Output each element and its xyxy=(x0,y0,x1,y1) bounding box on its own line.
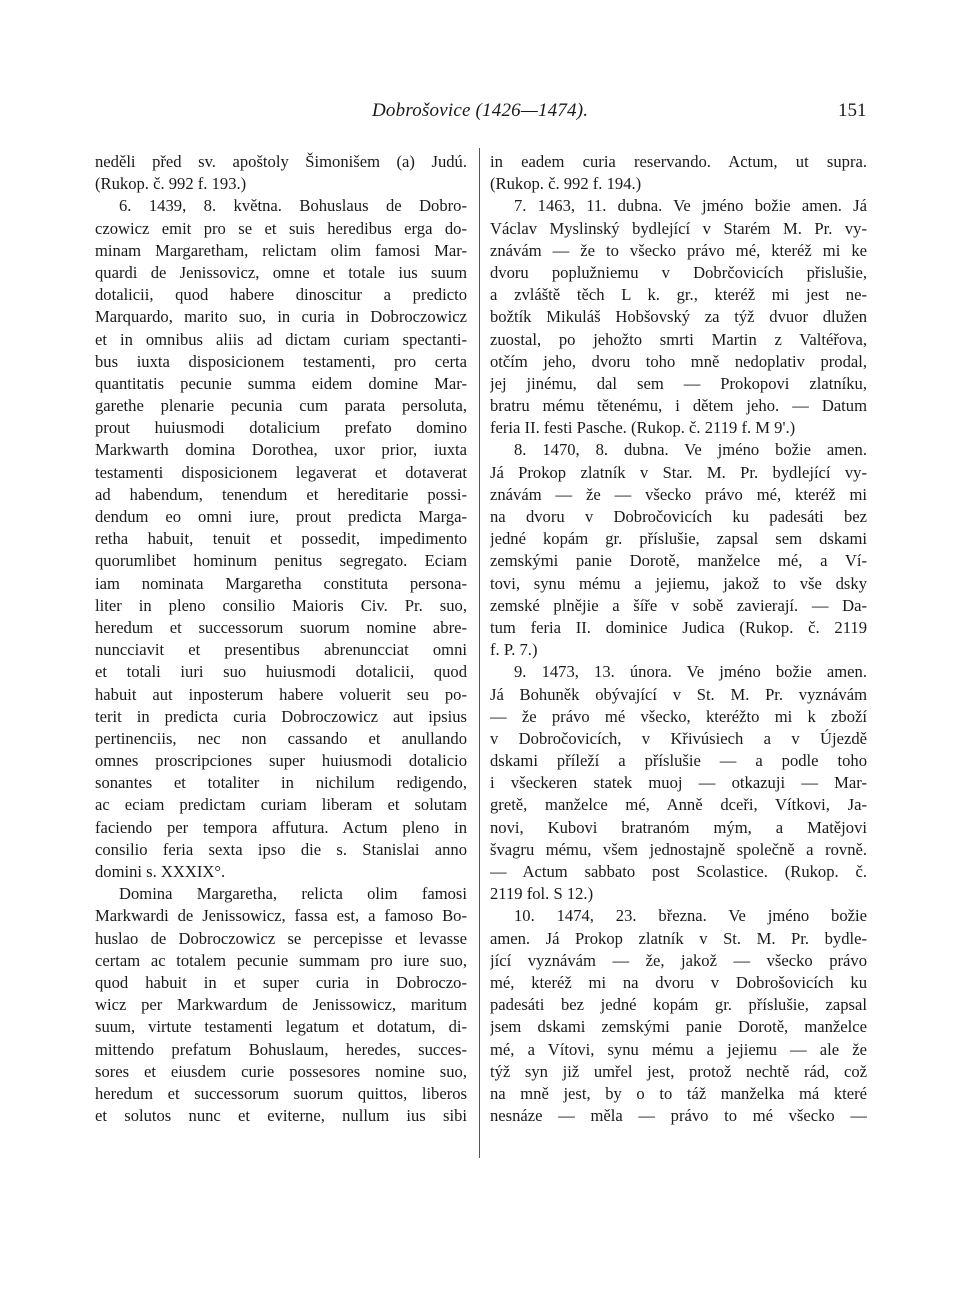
text-line: quod habuit in et super curia in Dobroczo- xyxy=(95,972,467,992)
text-line: 8. 1470, 8. dubna. Ve jméno božie amen. xyxy=(514,440,867,460)
text-line: in eadem curia reservando. Actum, ut supra. xyxy=(490,152,867,171)
text-line: garethe plenarie pecunia cum parata persoluta, xyxy=(95,396,467,416)
text-line: — Actum sabbato post Scolastice. (Rukop. č. xyxy=(490,862,867,881)
text-line: neděli před sv. apoštoly Šimonišem (a) Judú. xyxy=(95,152,467,171)
text-line: f. P. 7.) xyxy=(490,640,538,660)
text-line: Markwardi de Jenissowicz, fassa est, a famoso Bo- xyxy=(95,906,467,926)
text-line: švagru mému, všem jednostajně společně a rovně. xyxy=(490,839,867,859)
text-line: liter in pleno consilio Maioris Civ. Pr. suo, xyxy=(95,595,467,615)
text-line: huslao de Dobroczowicz se percepisse et levasse xyxy=(95,928,467,948)
text-line: gretě, manželce mé, Anně dceři, Vítkovi, Ja- xyxy=(490,795,867,815)
text-line: zemskými panie Dorotě, manželce mé, a Ví- xyxy=(490,551,867,571)
text-line: dendum eo omni iure, prout predicta Marga- xyxy=(95,507,467,526)
text-line: otčím jeho, dvoru toho mně nedoplativ prodal, xyxy=(490,351,867,371)
text-line: faciendo per tempora affutura. Actum pleno in xyxy=(95,817,467,837)
text-line: habuit aut inposterum habere voluerit seu po- xyxy=(95,684,467,704)
text-line: bus iuxta disposicionem testamenti, pro certa xyxy=(95,351,467,371)
left-column xyxy=(95,151,467,1127)
text-line: zemské plnějie a šíře v sobě zavierají. — Da- xyxy=(490,595,867,615)
text-line: Domina Margaretha, relicta olim famosi xyxy=(119,884,467,904)
text-line: 2119 fol. S 12.) xyxy=(490,884,594,904)
text-line: 9. 1473, 13. února. Ve jméno božie amen. xyxy=(514,662,867,682)
text-line: retha habuit, tenuit et possedit, impedimento xyxy=(95,529,467,549)
text-line: na mně jest, by o to táž manželka má které xyxy=(490,1083,867,1103)
text-line: amen. Já Prokop zlatník v St. M. Pr. bydle- xyxy=(490,928,867,948)
text-line: dskami příleží a příslušie — a podle toho xyxy=(490,751,867,771)
text-line: nesnáze — měla — právo to mé všecko — xyxy=(490,1106,867,1126)
text-line: nuncciavit et presentibus abrenuncciat omni xyxy=(95,640,467,660)
text-line: (Rukop. č. 992 f. 193.) xyxy=(95,174,247,194)
page-number: 151 xyxy=(838,100,867,121)
text-line: mittendo prefatum Bohuslaum, heredes, succes- xyxy=(95,1039,467,1059)
text-line: heredum et successorum suorum nomine abre- xyxy=(95,617,467,637)
text-line: et in omnibus aliis ad dictam curiam spectanti- xyxy=(95,329,467,349)
text-line: 6. 1439, 8. května. Bohuslaus de Dobro- xyxy=(119,196,467,216)
text-line: quantitatis pecunie summa eidem domine Mar- xyxy=(95,373,467,393)
text-line: omnes proscripciones super huiusmodi dotalicio xyxy=(95,751,467,771)
text-line: Václav Myslinský bydlející v Starém M. Pr. vy- xyxy=(490,218,867,238)
text-line: testamenti disposicionem legaverat et dotaverat xyxy=(95,462,467,482)
text-line: pertinenciis, nec non cassando et anullando xyxy=(95,728,467,748)
text-line: feria II. festi Pasche. (Rukop. č. 2119 f. M 9'.) xyxy=(490,418,796,438)
text-line: ac eciam predictam curiam liberam et solutam xyxy=(95,795,467,815)
text-line: týž syn již umřel jest, protož nechtě rád, což xyxy=(490,1061,867,1081)
text-line: heredum et successorum suorum quittos, liberos xyxy=(95,1083,467,1103)
text-line: jedné kopám gr. příslušie, zapsal sem dskami xyxy=(490,529,867,549)
text-line: i všeckeren statek muoj — otkazuji — Mar- xyxy=(490,773,867,793)
right-column xyxy=(490,151,867,1127)
text-line: terit in predicta curia Dobroczowicz aut ipsius xyxy=(95,706,467,726)
text-line: padesáti bez jedné kopám gr. příslušie, zapsal xyxy=(490,995,867,1015)
text-line: iam nominata Margaretha constituta persona- xyxy=(95,573,467,593)
text-line: et solutos nunc et eviterne, nullum ius sibi xyxy=(95,1106,467,1126)
text-line: sores et eiusdem curie possesores nomine suo, xyxy=(95,1061,467,1081)
text-line: 7. 1463, 11. dubna. Ve jméno božie amen. Já xyxy=(514,196,867,216)
text-line: tum feria II. dominice Judica (Rukop. č. 2119 xyxy=(490,617,867,637)
text-line: Marquardo, marito suo, in curia in Dobroczowicz xyxy=(95,307,467,327)
text-line: 10. 1474, 23. března. Ve jméno božie xyxy=(514,906,867,926)
text-line: Já Prokop zlatník v Star. M. Pr. bydlející vy- xyxy=(490,462,867,482)
text-line: quardi de Jenissovicz, omne et totale ius suum xyxy=(95,262,467,282)
text-line: — že právo mé všecko, kteréžto mi k zboží xyxy=(490,706,867,726)
text-line: tovi, synu mému a jejiemu, jakož to vše dsky xyxy=(490,573,867,593)
text-line: bratru mému tětenému, i dětem jeho. — Datum xyxy=(490,396,867,416)
text-line: (Rukop. č. 992 f. 194.) xyxy=(490,174,642,194)
text-line: dotalicii, quod habere dinoscitur a predicto xyxy=(95,285,467,305)
text-line: jej jinému, dal sem — Prokopovi zlatníku, xyxy=(490,373,867,393)
text-line: mé, kteréž mi na dvoru v Dobrošovicích ku xyxy=(490,972,867,992)
text-line: domini s. XXXIX°. xyxy=(95,862,226,881)
text-line: v Dobročovicích, v Křivúsiech a v Újezdě xyxy=(490,728,867,748)
text-line: et totali iuri suo huiusmodi dotalicii, quod xyxy=(95,662,467,682)
text-line: wicz per Markwardum de Jenissowicz, maritum xyxy=(95,995,467,1015)
text-line: jící vyznávám — že, jakož — všecko právo xyxy=(490,950,867,970)
text-line: božtík Mikuláš Hobšovský za týž dvuor dlužen xyxy=(490,307,867,327)
text-line: mé, a Vítovi, synu mému a jejiemu — ale že xyxy=(490,1039,867,1059)
text-line: znávám — že — všecko právo mé, kteréž mi xyxy=(490,484,867,504)
column-divider xyxy=(479,148,480,1158)
text-line: Já Bohuněk obývající v St. M. Pr. vyznávám xyxy=(490,684,867,704)
text-line: znávám — že to všecko právo mé, kteréž mi ke xyxy=(490,240,867,260)
text-line: certam ac totalem pecunie summam pro iure suo, xyxy=(95,950,467,970)
text-line: suum, virtute testamenti legatum et dotatum, di- xyxy=(95,1017,467,1037)
running-title: Dobrošovice (1426—1474). xyxy=(372,100,589,121)
text-line: consilio feria sexta ipso die s. Stanislai anno xyxy=(95,839,467,859)
text-line: sonantes et totaliter in nichilum redigendo, xyxy=(95,773,467,793)
text-line: zuostal, po jehožto smrti Martin z Valtéřova, xyxy=(490,329,867,349)
text-line: prout huiusmodi dotalicium prefato domino xyxy=(95,418,467,438)
text-line: dvoru poplužniemu v Dobrčovicích přislušie, xyxy=(490,262,867,282)
text-line: a zvláště těch L k. gr., kteréž mi jest ne- xyxy=(490,285,867,305)
text-line: quorumlibet hominum penitus segregato. Eciam xyxy=(95,551,467,571)
text-line: Markwarth domina Dorothea, uxor prior, iuxta xyxy=(95,440,467,460)
text-line: ad habendum, tenendum et hereditarie possi- xyxy=(95,484,467,504)
text-line: na dvoru v Dobročovicích ku padesáti bez xyxy=(490,507,867,526)
text-line: jsem dskami zemskými panie Dorotě, manželce xyxy=(490,1017,867,1037)
text-line: minam Margaretham, relictam olim famosi Mar- xyxy=(95,240,467,260)
text-line: novi, Kubovi bratranóm mým, a Matějovi xyxy=(490,817,867,837)
text-line: czowicz emit pro se et suis heredibus erga do- xyxy=(95,218,467,238)
